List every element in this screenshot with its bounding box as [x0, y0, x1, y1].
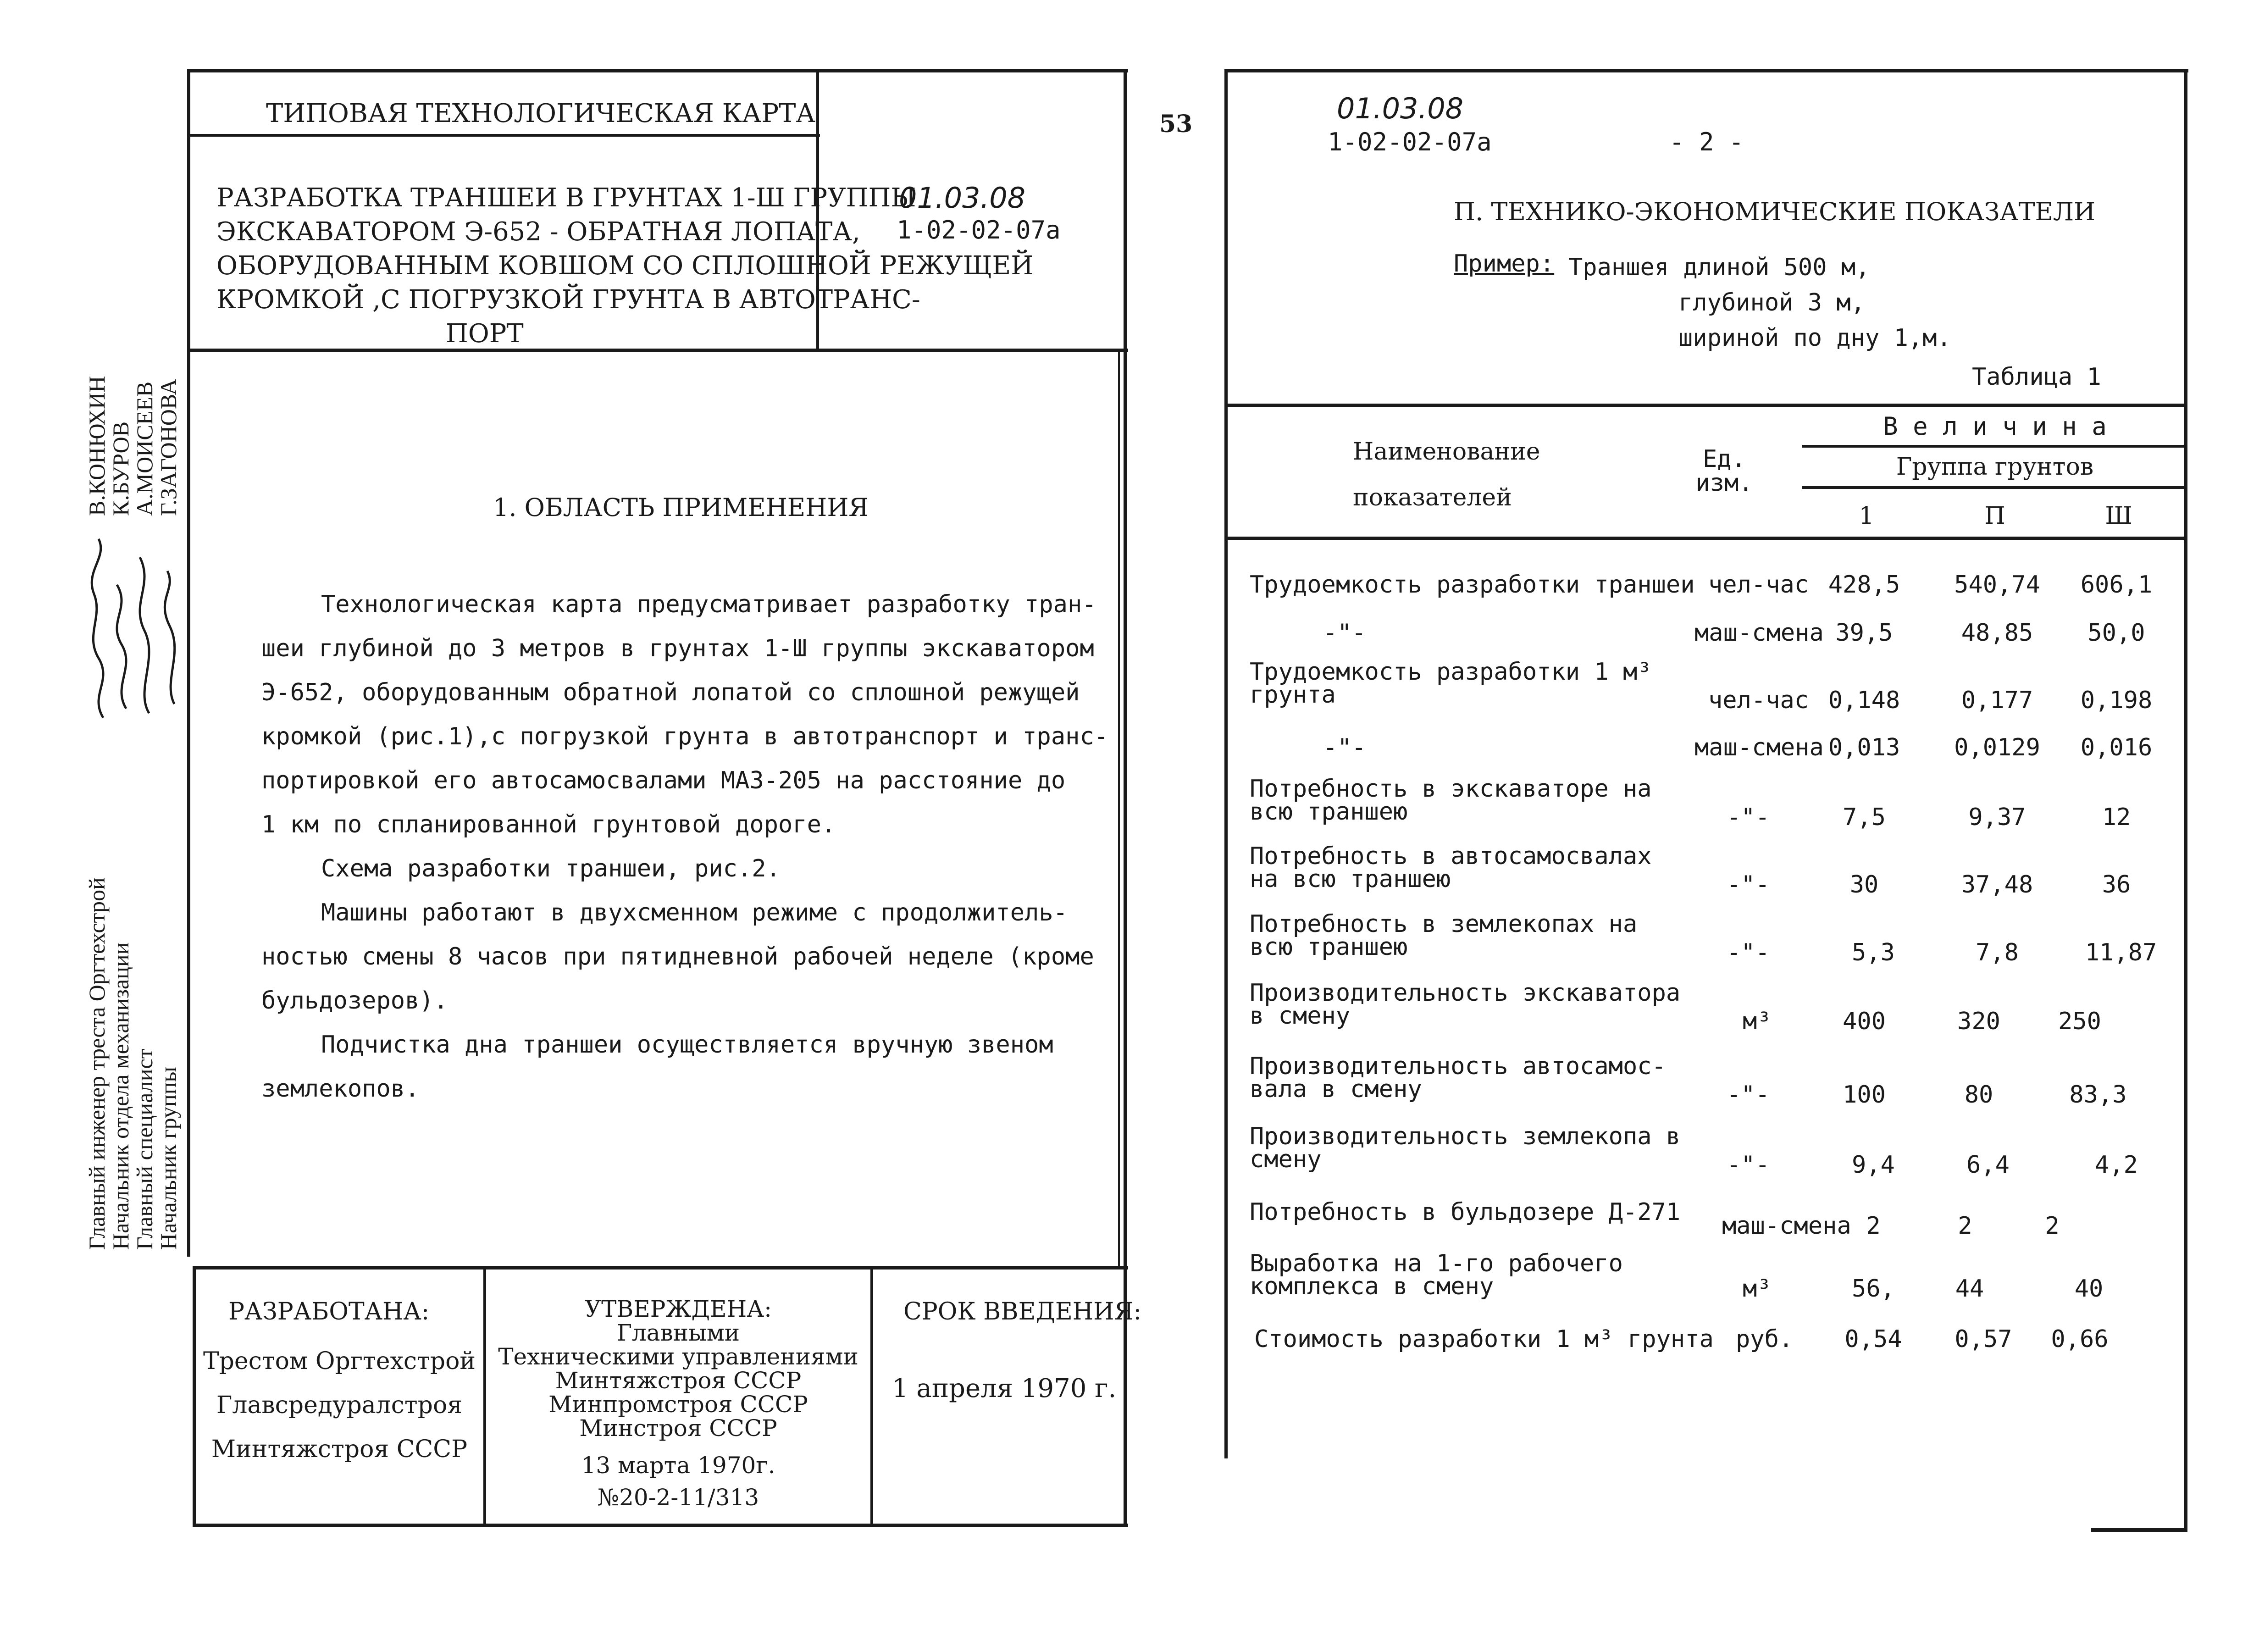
approved-line: Техническими управлениями [498, 1343, 858, 1370]
row-value-2: 0,177 [1961, 687, 2033, 714]
approved-by [486, 1297, 870, 1513]
table-row [1250, 1198, 2185, 1240]
body-line: Схема разработки траншеи, рис.2. [321, 855, 781, 882]
table-row [1250, 619, 2185, 651]
row-value-1: 100 [1843, 1081, 1886, 1109]
footer-top-line [193, 1266, 1128, 1269]
row-unit: -"- [1727, 871, 1770, 898]
row-value-3: 36 [2102, 871, 2131, 898]
row-name: Потребность в экскаваторе на [1250, 775, 1652, 803]
approved-line: Главными [616, 1319, 740, 1346]
signatory-name: Г.ЗАГОНОВА [155, 378, 181, 516]
signatures-handwritten [85, 530, 190, 722]
row-name: Потребность в автосамосвалах [1250, 843, 1652, 870]
row-unit: -"- [1727, 1151, 1770, 1179]
row-name: в смену [1250, 1002, 1351, 1030]
table-row [1250, 1252, 2185, 1307]
row-value-3: 250 [2058, 1008, 2101, 1035]
table-row [1250, 1125, 2185, 1180]
col-header-name [1353, 429, 1540, 521]
approved-line: Минтяжстроя СССР [555, 1367, 802, 1394]
body-line: землекопов. [261, 1075, 420, 1103]
col-header-name-line: Наименование [1353, 438, 1540, 466]
table-row [1250, 571, 2185, 603]
example-line: глубиной 3 м, [1678, 289, 1865, 316]
left-code-typed: 1-02-02-07а [897, 216, 1061, 244]
row-value-1: 0,013 [1828, 734, 1900, 761]
body-line: шеи глубиной до 3 метров в грунтах 1-Ш группы экскаватором [261, 635, 1094, 662]
row-unit: маш-смена [1694, 734, 1824, 761]
col-header-value: В е л и ч и н а [1883, 412, 2107, 441]
col-header-group-3: Ш [2105, 502, 2132, 530]
row-value-2: 37,48 [1961, 871, 2033, 898]
approved-label: УТВЕРЖДЕНА: [584, 1296, 772, 1322]
example-text [1568, 250, 1951, 356]
row-unit: маш-смена [1722, 1212, 1851, 1240]
row-value-2: 80 [1964, 1081, 1993, 1109]
table-group-sub-line [1802, 486, 2187, 489]
approved-line: Минстроя СССР [579, 1415, 777, 1441]
row-value-2: 44 [1955, 1275, 1984, 1303]
row-name: всю траншею [1250, 933, 1408, 961]
row-value-3: 50,0 [2087, 619, 2145, 647]
approved-date: 13 марта 1970г. [581, 1452, 775, 1479]
table-caption: Таблица 1 [1972, 363, 2101, 391]
left-body-right-edge [1118, 349, 1120, 1266]
row-value-1: 30 [1849, 871, 1879, 898]
scope-body [261, 582, 1108, 1111]
row-value-1: 0,54 [1844, 1325, 1902, 1353]
table-top-line [1227, 404, 2187, 407]
row-value-3: 40 [2074, 1275, 2104, 1303]
row-value-2: 540,74 [1954, 571, 2040, 599]
row-value-1: 0,148 [1828, 687, 1900, 714]
col-header-unit-line: Ед. [1703, 445, 1746, 473]
row-unit: м³ [1743, 1008, 1772, 1035]
row-value-3: 11,87 [2085, 939, 2157, 966]
footer-left-line [193, 1266, 196, 1527]
example-label: Пример: [1454, 250, 1555, 277]
row-unit: -"- [1727, 1081, 1770, 1109]
row-name: вала в смену [1250, 1075, 1422, 1103]
table-row [1250, 660, 2185, 715]
table-row [1250, 981, 2185, 1037]
row-unit: маш-смена [1694, 619, 1824, 647]
body-line: ностью смены 8 часов при пятидневной рабочей неделе (кроме [261, 943, 1094, 970]
row-value-3: 4,2 [2095, 1151, 2138, 1179]
body-line: 1 км по спланированной грунтовой дороге. [261, 811, 836, 838]
table-header-bottom [1227, 537, 2187, 540]
left-frame-top [187, 69, 1128, 72]
table-row [1250, 1055, 2185, 1110]
signatory-name: А.МОИСЕЕВ [132, 381, 157, 516]
row-value-2: 0,0129 [1954, 734, 2040, 761]
row-name: Трудоемкость разработки траншеи [1250, 571, 1695, 599]
row-value-2: 7,8 [1976, 939, 2019, 966]
row-name: Производительность экскаватора [1250, 979, 1681, 1007]
row-name: смену [1250, 1146, 1322, 1173]
row-name: Потребность в землекопах на [1250, 910, 1638, 938]
body-line: Э-652, оборудованным обратной лопатой со сплошной режущей [261, 679, 1080, 706]
approved-number: №20-2-11/313 [597, 1484, 759, 1511]
col-header-unit-line: изм. [1695, 469, 1753, 497]
signatory-name: В.КОНЮХИН [84, 376, 110, 516]
table-row [1250, 1325, 2185, 1358]
subject-line: ОБОРУДОВАННЫМ КОВШОМ СО СПЛОШНОЙ РЕЖУЩЕЙ [216, 251, 1034, 281]
subject-line: ПОРТ [446, 319, 524, 349]
row-value-3: 0,198 [2080, 687, 2153, 714]
row-name: Трудоемкость разработки 1 м³ [1250, 658, 1652, 686]
subject-line: РАЗРАБОТКА ТРАНШЕИ В ГРУНТАХ 1-Ш ГРУППЫ [216, 183, 916, 213]
approved-line: Минпромстроя СССР [548, 1391, 808, 1418]
signatory-position: Начальник группы [155, 1066, 181, 1250]
row-name: грунта [1250, 681, 1336, 709]
row-name: Потребность в бульдозере Д-271 [1250, 1198, 1681, 1226]
col-header-unit [1688, 447, 1761, 495]
signatory-position: Начальник отдела механизации [108, 942, 133, 1250]
row-value-1: 56, [1852, 1275, 1895, 1303]
row-value-1: 39,5 [1835, 619, 1893, 647]
developed-line: Трестом Оргтехстрой [203, 1347, 476, 1375]
left-title-divider [187, 134, 820, 137]
row-value-3: 83,3 [2069, 1081, 2127, 1109]
right-frame-bottom [2091, 1528, 2187, 1532]
row-value-2: 320 [1957, 1008, 2000, 1035]
col-header-group-2: П [1984, 502, 2005, 530]
example-line: шириной по дну 1,м. [1678, 324, 1951, 352]
col-header-name-line: показателей [1353, 484, 1512, 511]
right-code-handwritten: 01.03.08 [1337, 92, 1464, 125]
row-value-2: 2 [1958, 1212, 1972, 1240]
body-line: Подчистка дна траншеи осуществляется вручную звеном [321, 1031, 1053, 1059]
row-name: Производительность автосамос- [1250, 1053, 1666, 1080]
row-unit: чел-час [1708, 571, 1809, 599]
developed-line: Главсредуралстроя [216, 1391, 463, 1419]
signatory-position: Главный специалист [132, 1048, 157, 1250]
subject-line: ЭКСКАВАТОРОМ Э-652 - ОБРАТНАЯ ЛОПАТА, [216, 217, 860, 247]
body-line: бульдозеров). [261, 987, 448, 1014]
left-code-handwritten: 01.03.08 [899, 181, 1026, 215]
footer-divider-2 [870, 1266, 873, 1527]
right-frame-top [1224, 69, 2188, 72]
row-unit: -"- [1727, 804, 1770, 831]
row-value-1: 5,3 [1852, 939, 1895, 966]
table-row [1250, 777, 2185, 832]
signatories-block [85, 378, 195, 1250]
table-row [1250, 845, 2185, 900]
row-unit: руб. [1736, 1325, 1794, 1353]
row-name: -"- [1323, 734, 1366, 761]
developed-line: Минтяжстроя СССР [211, 1436, 468, 1463]
signatory-position: Главный инженер треста Оргтехстрой [84, 877, 110, 1250]
intro-label: СРОК ВВЕДЕНИЯ: [903, 1298, 1142, 1325]
footer-bottom-line [193, 1524, 1128, 1527]
body-line: кромкой (рис.1),с погрузкой грунта в автотранспорт и транс- [261, 723, 1109, 750]
row-name: Производительность землекопа в [1250, 1123, 1681, 1150]
col-header-group-1: 1 [1859, 502, 1874, 530]
table-value-sub-line [1802, 445, 2187, 448]
row-value-1: 428,5 [1828, 571, 1900, 599]
row-name: на всю траншею [1250, 865, 1451, 893]
row-value-3: 2 [2045, 1212, 2060, 1240]
section-title-scope: 1. ОБЛАСТЬ ПРИМЕНЕНИЯ [493, 493, 869, 522]
row-value-3: 0,016 [2080, 734, 2153, 761]
right-page-mark: - 2 - [1669, 128, 1744, 156]
row-value-1: 9,4 [1852, 1151, 1895, 1179]
row-unit: чел-час [1708, 687, 1809, 714]
row-value-1: 7,5 [1843, 804, 1886, 831]
developed-label: РАЗРАБОТАНА: [228, 1298, 430, 1325]
row-value-1: 2 [1866, 1212, 1881, 1240]
row-value-1: 400 [1843, 1008, 1886, 1035]
page-number: 53 [1159, 110, 1193, 138]
row-value-2: 0,57 [1955, 1325, 2012, 1353]
signatory-name: К.БУРОВ [108, 421, 133, 516]
row-unit: -"- [1727, 939, 1770, 966]
body-line: портировкой его автосамосвалами МАЗ-205 на расстояние до [261, 767, 1066, 794]
map-title: ТИПОВАЯ ТЕХНОЛОГИЧЕСКАЯ КАРТА [266, 99, 815, 128]
developed-by [197, 1339, 482, 1471]
row-value-3: 606,1 [2080, 571, 2153, 599]
row-name: Стоимость разработки 1 м³ грунта [1254, 1325, 1714, 1353]
right-frame-left [1224, 69, 1228, 1458]
row-value-2: 6,4 [1966, 1151, 2010, 1179]
body-line: Машины работают в двухсменном режиме с продолжитель- [321, 899, 1068, 926]
body-line: Технологическая карта предусматривает разработку тран- [321, 591, 1096, 618]
signatory-positions [85, 745, 180, 1250]
example-line: Траншея длиной 500 м, [1568, 254, 1870, 281]
row-name: всю траншею [1250, 798, 1408, 826]
section-title-indicators: П. ТЕХНИКО-ЭКОНОМИЧЕСКИЕ ПОКАЗАТЕЛИ [1454, 197, 2096, 226]
row-value-3: 12 [2102, 804, 2131, 831]
row-value-3: 0,66 [2051, 1325, 2109, 1353]
signatory-names [85, 378, 180, 516]
intro-date: 1 апреля 1970 г. [892, 1374, 1117, 1403]
right-code-typed: 1-02-02-07а [1328, 128, 1492, 156]
row-name: -"- [1323, 619, 1366, 647]
table-row [1250, 910, 2185, 968]
row-unit: м³ [1743, 1275, 1772, 1303]
col-header-group: Группа грунтов [1896, 453, 2094, 481]
subject-line: КРОМКОЙ ,С ПОГРУЗКОЙ ГРУНТА В АВТОТРАНС- [216, 285, 920, 315]
row-name: Выработка на 1-го рабочего [1250, 1250, 1623, 1277]
table-row [1250, 734, 2185, 766]
row-value-2: 9,37 [1968, 804, 2026, 831]
row-value-2: 48,85 [1961, 619, 2033, 647]
row-name: комплекса в смену [1250, 1273, 1494, 1300]
